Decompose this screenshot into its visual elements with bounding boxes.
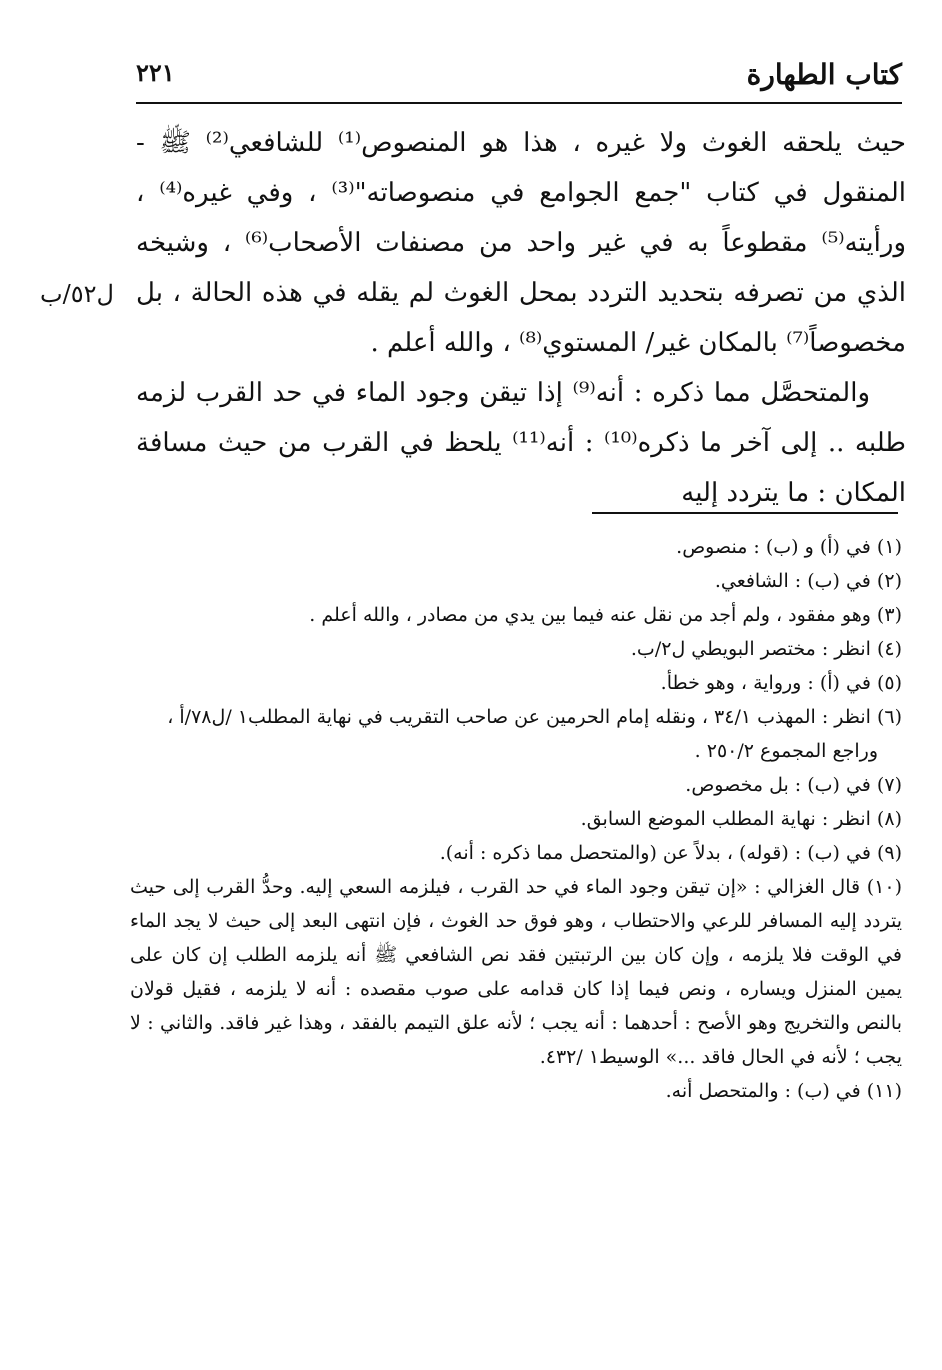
footnote [130, 1074, 902, 1108]
footnote-text: (٣) وهو مفقود ، ولم أجد من نقل عنه فيما بين يدي من مصادر ، والله أعلم . [309, 604, 902, 626]
footnote [130, 836, 902, 870]
footnote-text: (٥) في (أ) : ورواية ، وهو خطأ. [660, 672, 902, 694]
footnote-text: (٢) في (ب) : الشافعي. [714, 570, 902, 592]
footnote [130, 802, 902, 836]
header-divider [136, 102, 902, 104]
footnote-text: (٤) انظر : مختصر البويطي ل٢/ب. [630, 638, 902, 660]
footnote-text: (٩) في (ب) : (قوله) ، بدلاً عن (والمتحصل مما ذكره : أنه). [439, 842, 902, 864]
footnote [130, 666, 902, 700]
manuscript-folio-note: ل٥٢/ب [40, 280, 114, 308]
footnote-continuation: وراجع المجموع ٢٥٠/٢ . [694, 740, 878, 762]
footnote [130, 700, 902, 768]
footnote [130, 564, 902, 598]
footnote-text: (١١) في (ب) : والمتحصل أنه. [665, 1080, 902, 1102]
footnote [130, 768, 902, 802]
footnote-text: (٦) انظر : المهذب ٣٤/١ ، ونقله إمام الحرمين عن صاحب التقريب في نهاية المطلب١ /ل٧٨/أ ، [167, 706, 902, 728]
main-paragraph: والمتحصَّل مما ذكره : أنه⁽⁹⁾ إذا تيقن وجود الماء في حد القرب لزمه طلبه .. إلى آخر ما ذكره⁽¹⁰⁾ : أنه⁽¹¹⁾ يلحظ في القرب من حيث مسافة المكان : ما يتردد إليه [136, 378, 906, 508]
footnote [130, 598, 902, 632]
page-number: ٢٢١ [136, 58, 175, 87]
footnote-text: (١٠) قال الغزالي : «إن تيقن وجود الماء في حد القرب ، فيلزمه السعي إليه. وحدُّ القرب إلى حيث يتردد إليه المسافر للرعي والاحتطاب ، وهو فوق حد الغوث ، فإن انتهى البعد إلى حيث لا يجد الماء في الوقت فلا يلزمه ، وإن كان بين الرتبتين فقد نص الشافعي ﷺ أنه يلزمه الطلب إن كان على يمين المنزل ويساره ، ونص فيما إذا كان قدامه على صوب مقصده : أنه لا يلزمه ، فقيل قولان بالنص والتخريج وهو الأصح : أحدهما : أنه يجب ؛ لأنه علق التيمم بالفقد ، وهذا غير فاقد. والثاني : لا يجب ؛ لأنه في الحال فاقد ...» الوسيط١ /٤٣٢. [130, 876, 902, 1068]
footnotes [130, 530, 902, 1108]
footnote-text: (٧) في (ب) : بل مخصوص. [685, 774, 902, 796]
footnote [130, 632, 902, 666]
main-text [136, 118, 906, 518]
main-paragraph: حيث يلحقه الغوث ولا غيره ، هذا هو المنصوص⁽¹⁾ للشافعي⁽²⁾ ﷺ - المنقول في كتاب "جمع الجوامع في منصوصاته"⁽³⁾ ، وفي غيره⁽⁴⁾ ، ورأيته⁽⁵⁾ مقطوعاً به في غير واحد من مصنفات الأصحاب⁽⁶⁾ ، وشيخه الذي من تصرفه بتحديد التردد بمحل الغوث لم يقله في هذه الحالة ، بل مخصوصاً⁽⁷⁾ بالمكان غير/ المستوي⁽⁸⁾ ، والله أعلم . [136, 128, 907, 358]
footnote-text: (٨) انظر : نهاية المطلب الموضع السابق. [580, 808, 902, 830]
footnote-divider [592, 512, 898, 514]
footnote [130, 530, 902, 564]
chapter-title: كتاب الطهارة [746, 58, 902, 91]
footnote-text: (١) في (أ) و (ب) : منصوص. [676, 536, 902, 558]
footnote [130, 870, 902, 1074]
page-header [136, 58, 902, 98]
